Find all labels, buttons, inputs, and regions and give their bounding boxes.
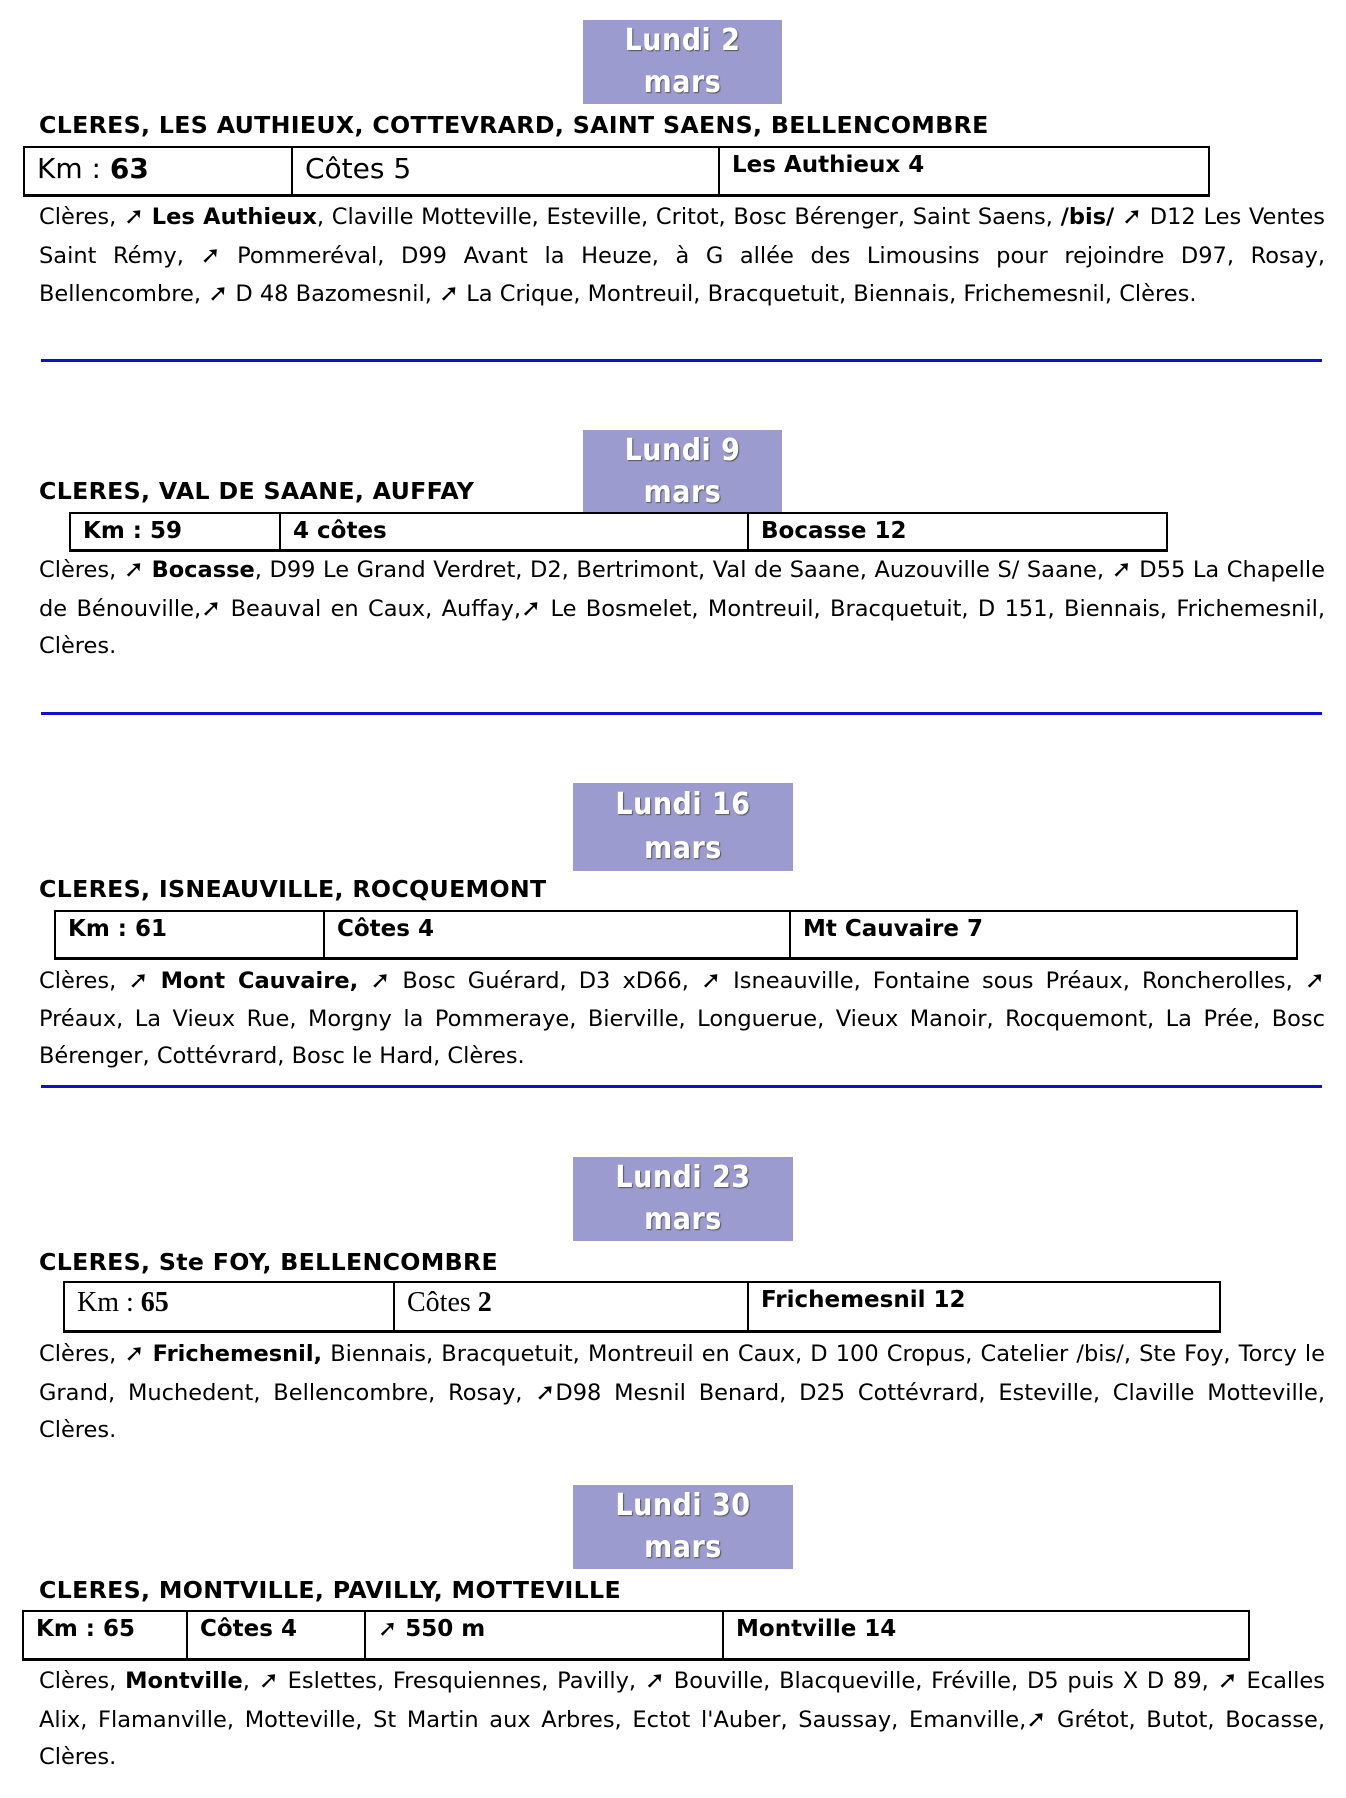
route-text [1114, 204, 1122, 230]
climb-point-cell: Montville 14 [722, 1612, 1248, 1658]
climb-point-cell: Bocasse 12 [747, 514, 1166, 549]
route-description [39, 198, 1325, 314]
km-cell [65, 1283, 393, 1330]
climbs-value: 2 [477, 1287, 492, 1318]
date-header: Lundi 23 mars [573, 1157, 793, 1241]
route-text [358, 968, 370, 994]
route-highlight: Mont Cauvaire, [160, 968, 359, 994]
arrow-up-right-icon: ➚ [1111, 555, 1132, 583]
date-header: Lundi 2 mars [583, 20, 782, 104]
route-text: Beauval en Caux, Auffay, [221, 595, 522, 622]
route-highlight: /bis/ [1060, 204, 1115, 230]
route-text [145, 1341, 153, 1367]
route-text [144, 204, 152, 230]
route-text: Pommeréval, D99 Avant la Heuze, à G allée des Limousins pour rejoindre D97, Rosay, Bellencombre, [39, 242, 1325, 307]
route-highlight: Frichemesnil, [152, 1341, 323, 1367]
climbs-cell: Côtes 4 [186, 1612, 364, 1658]
arrow-up-right-icon: ➚ [200, 240, 221, 269]
ride-info-table [54, 910, 1298, 960]
ride-title: CLERES, MONTVILLE, PAVILLY, MOTTEVILLE [39, 1578, 621, 1604]
ride-title: CLERES, VAL DE SAANE, AUFFAY [39, 479, 475, 505]
route-text: Bouville, Blacqueville, Fréville, D5 puis X D 89, [664, 1668, 1218, 1694]
ride-info-table [23, 146, 1210, 197]
route-text: La Crique, Montreuil, Bracquetuit, Biennais, Frichemesnil, Clères. [459, 281, 1197, 307]
route-text: Bosc Guérard, D3 xD66, [390, 968, 701, 994]
route-highlight: Montville [125, 1668, 243, 1694]
date-header: Lundi 16 mars [573, 783, 793, 871]
km-value: 65 [140, 1287, 169, 1318]
route-text: Isneauville, Fontaine sous Préaux, Roncherolles, [721, 968, 1305, 994]
climb-point-cell: Mt Cauvaire 7 [789, 912, 1296, 957]
route-text: D 48 Bazomesnil, [228, 281, 439, 307]
route-text: Biennais, Bracquetuit, Montreuil en Caux, D 100 Cropus, Catelier /bis/, Ste Foy, Torcy le Grand, Muchedent, Bellencombre, Rosay, [39, 1341, 1326, 1406]
arrow-up-right-icon: ➚ [700, 966, 722, 994]
arrow-up-right-icon: ➚ [201, 593, 222, 622]
section-divider [41, 359, 1322, 362]
km-label: Km : [36, 1616, 104, 1642]
km-value: 61 [135, 916, 168, 942]
km-label: Km : [83, 518, 151, 544]
arrow-up-right-icon: ➚ [521, 593, 542, 622]
route-description [39, 551, 1325, 666]
ride-info-table [63, 1281, 1221, 1333]
climbs-label: Côtes [407, 1287, 478, 1318]
route-text: D55 La Chapelle de Bénouville, [39, 557, 1325, 622]
route-highlight: Les Authieux [151, 204, 317, 230]
arrow-up-right-icon: ➚ [1217, 1666, 1238, 1694]
climbs-cell: Côtes 4 [323, 912, 789, 957]
arrow-up-right-icon: ➚ [1026, 1704, 1047, 1733]
arrow-up-right-icon: ➚ [370, 966, 391, 994]
ride-title: CLERES, Ste FOY, BELLENCOMBRE [39, 1250, 499, 1276]
date-header: Lundi 9 mars [583, 430, 782, 514]
climbs-cell: Côtes 5 [291, 148, 718, 194]
elevation-cell: ➚ 550 m [364, 1612, 722, 1658]
km-cell [56, 912, 323, 957]
route-text: Clères, [39, 204, 124, 230]
arrow-up-right-icon: ➚ [644, 1666, 665, 1694]
arrow-up-right-icon: ➚ [123, 202, 145, 230]
km-value: 65 [103, 1616, 136, 1642]
route-text: Le Bosmelet, Montreuil, Bracquetuit, D 151, Biennais, Frichemesnil, Clères. [39, 595, 1326, 659]
arrow-up-right-icon: ➚ [258, 1666, 279, 1694]
ride-title: CLERES, ISNEAUVILLE, ROCQUEMONT [39, 877, 547, 903]
ride-info-table [69, 512, 1168, 552]
route-text: Clères, [39, 1668, 126, 1694]
arrow-up-right-icon: ➚ [1121, 202, 1143, 230]
route-text: D98 Mesnil Benard, D25 Cottévrard, Esteville, Claville Motteville, Clères. [39, 1379, 1325, 1443]
route-text: Eslettes, Fresquiennes, Pavilly, [278, 1668, 645, 1694]
km-value: 59 [150, 518, 183, 544]
km-value: 63 [109, 152, 149, 185]
km-cell [25, 148, 291, 194]
km-label: Km : [68, 916, 136, 942]
arrow-up-right-icon: ➚ [439, 279, 460, 307]
ride-title: CLERES, LES AUTHIEUX, COTTEVRARD, SAINT SAENS, BELLENCOMBRE [39, 113, 989, 139]
arrow-up-right-icon: ➚ [123, 555, 144, 583]
arrow-up-right-icon: ➚ [535, 1377, 556, 1406]
route-text: , Claville Motteville, Esteville, Critot, Bosc Bérenger, Saint Saens, [316, 204, 1061, 230]
route-text: Clères, [39, 1341, 125, 1367]
route-description [39, 962, 1325, 1076]
route-text: Grétot, Butot, Bocasse, Clères. [39, 1706, 1325, 1770]
route-description [39, 1662, 1325, 1777]
route-text: Ecalles Alix, Flamanville, Motteville, St Martin aux Arbres, Ectot l'Auber, Saussay, Emanville, [39, 1668, 1325, 1733]
section-divider [41, 1085, 1322, 1088]
arrow-up-right-icon: ➚ [128, 966, 149, 994]
km-label: Km : [77, 1287, 141, 1318]
route-text [148, 968, 160, 994]
route-text: D12 Les Ventes Saint Rémy, [39, 204, 1325, 269]
route-text: Clères, [39, 968, 129, 994]
km-label: Km : [37, 152, 110, 185]
route-text: , [242, 1668, 259, 1694]
route-text: , D99 Le Grand Verdret, D2, Bertrimont, Val de Saane, Auzouville S/ Saane, [254, 557, 1112, 583]
climbs-cell: 4 côtes [279, 514, 747, 549]
date-header: Lundi 30 mars [573, 1485, 793, 1569]
section-divider [41, 712, 1322, 715]
climb-point-cell: Les Authieux 4 [718, 148, 1208, 194]
arrow-up-right-icon: ➚ [1304, 966, 1325, 994]
route-highlight: Bocasse [151, 557, 255, 583]
route-text: Clères, [39, 557, 124, 583]
arrow-up-right-icon: ➚ [208, 279, 229, 307]
climb-point-cell: Frichemesnil 12 [747, 1283, 1219, 1330]
arrow-up-right-icon: ➚ [124, 1339, 145, 1367]
route-description [39, 1335, 1325, 1450]
climbs-cell [393, 1283, 747, 1330]
km-cell [71, 514, 279, 549]
route-text [144, 557, 152, 583]
km-cell [24, 1612, 186, 1658]
ride-info-table [22, 1610, 1250, 1661]
route-text: Préaux, La Vieux Rue, Morgny la Pommeraye, Bierville, Longuerue, Vieux Manoir, Rocquemont, La Prée, Bosc Bérenger, Cottévrard, Bosc le Hard, Clères. [39, 1005, 1325, 1069]
